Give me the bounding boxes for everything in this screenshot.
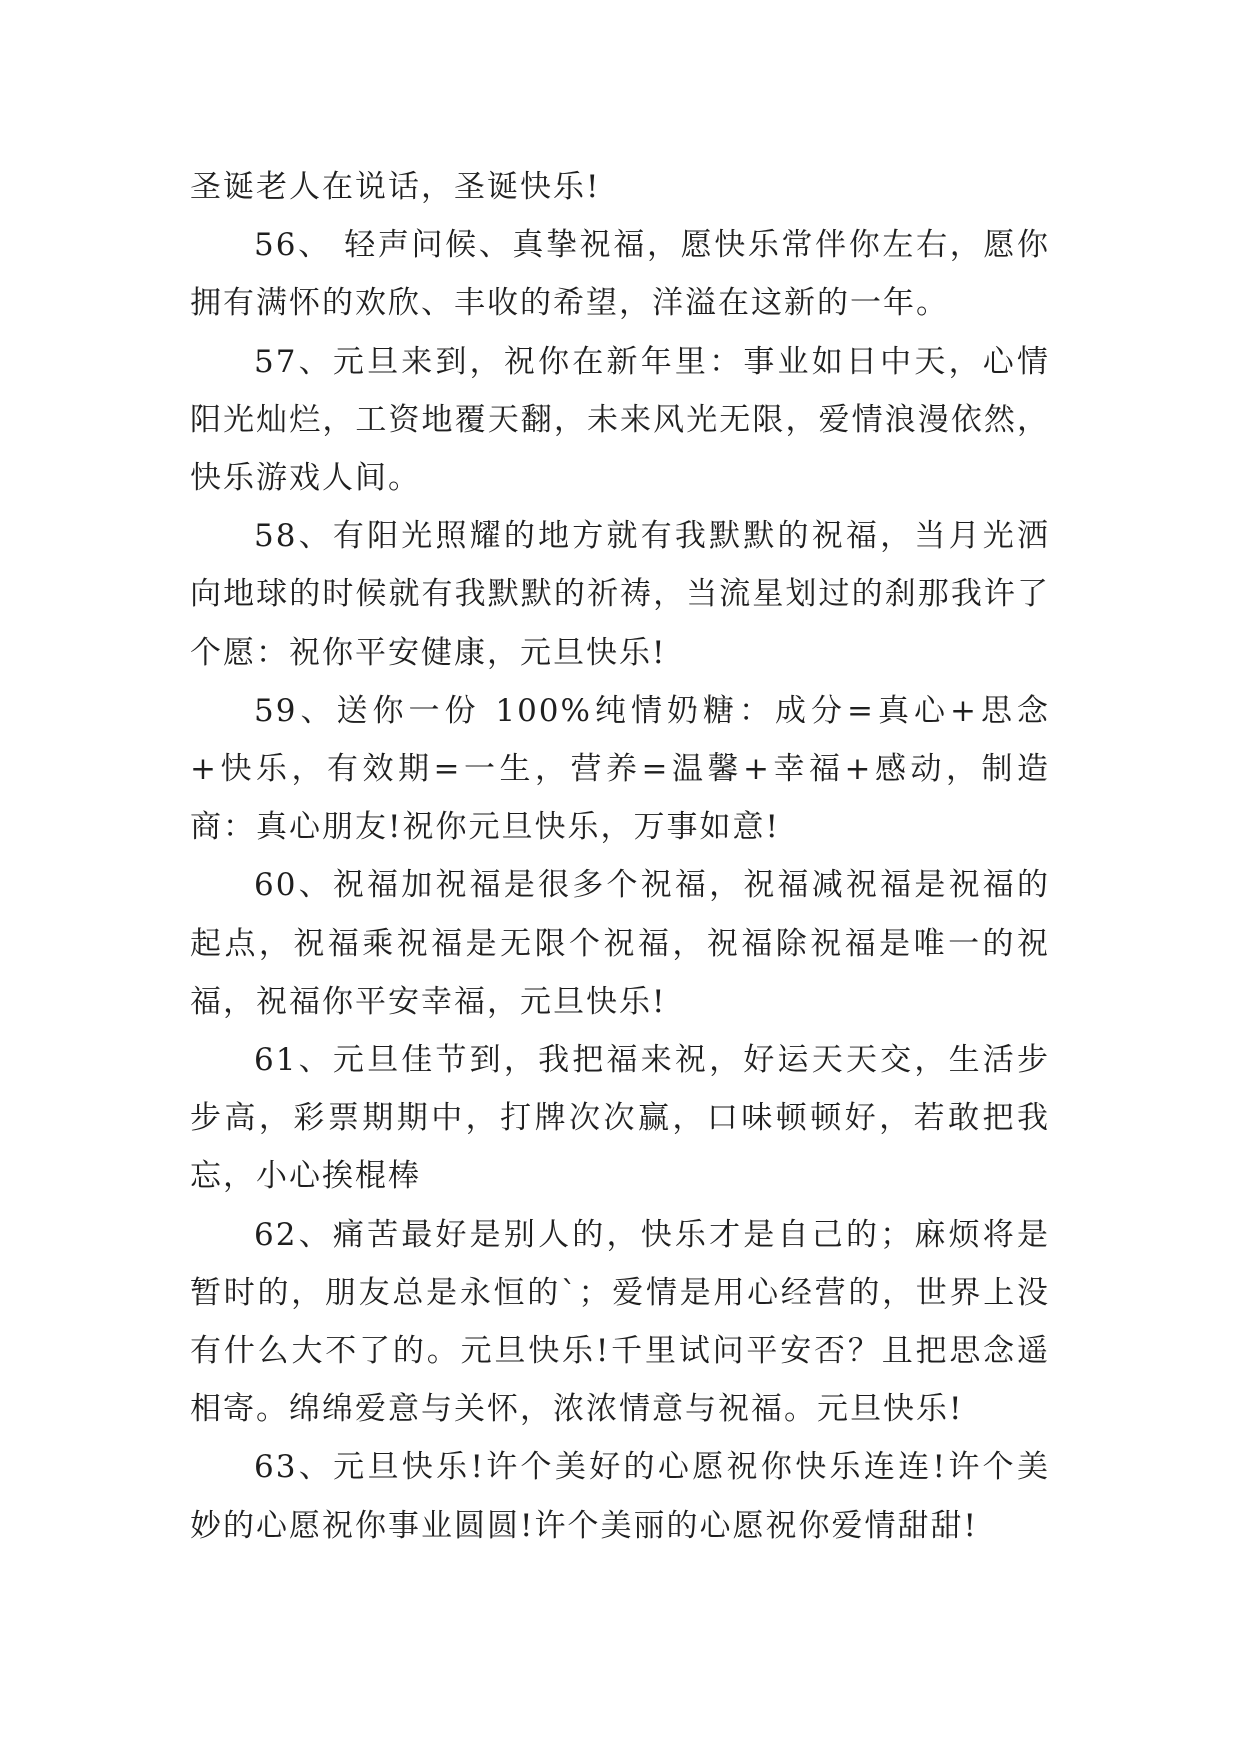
paragraph-item-59: 59、送你一份 100%纯情奶糖：成分=真心+思念+快乐，有效期=一生，营养=温馨+幸福+感动，制造商：真心朋友!祝你元旦快乐，万事如意! xyxy=(190,692,1050,846)
paragraph-item-56: 56、 轻声问候、真挚祝福，愿快乐常伴你左右，愿你拥有满怀的欢欣、丰收的希望，洋溢在这新的一年。 xyxy=(190,227,1050,322)
paragraph-continuation: 圣诞老人在说话，圣诞快乐! xyxy=(190,169,601,205)
paragraph-item-57: 57、元旦来到，祝你在新年里：事业如日中天，心情阳光灿烂，工资地覆天翻，未来风光无限，爱情浪漫依然，快乐游戏人间。 xyxy=(190,343,1050,497)
paragraph-item-60: 60、祝福加祝福是很多个祝福，祝福减祝福是祝福的起点，祝福乘祝福是无限个祝福，祝福除祝福是唯一的祝福，祝福你平安幸福，元旦快乐! xyxy=(190,867,1050,1020)
paragraph-item-58: 58、有阳光照耀的地方就有我默默的祝福，当月光洒向地球的时候就有我默默的祈祷，当流星划过的刹那我许了个愿：祝你平安健康，元旦快乐! xyxy=(190,518,1050,671)
paragraph-item-62: 62、痛苦最好是别人的，快乐才是自己的；麻烦将是暂时的，朋友总是永恒的`；爱情是用心经营的，世界上没有什么大不了的。元旦快乐!千里试问平安否？且把思念遥相寄。绵绵爱意与关怀，浓浓情意与祝福。元旦快乐! xyxy=(190,1216,1050,1428)
paragraph-item-63: 63、元旦快乐!许个美好的心愿祝你快乐连连!许个美妙的心愿祝你事业圆圆!许个美丽的心愿祝你爱情甜甜! xyxy=(190,1449,1050,1544)
paragraph-item-61: 61、元旦佳节到，我把福来祝，好运天天交，生活步步高，彩票期期中，打牌次次赢，口味顿顿好，若敢把我忘，小心挨棍棒 xyxy=(190,1042,1050,1195)
document-body xyxy=(190,158,1050,1555)
